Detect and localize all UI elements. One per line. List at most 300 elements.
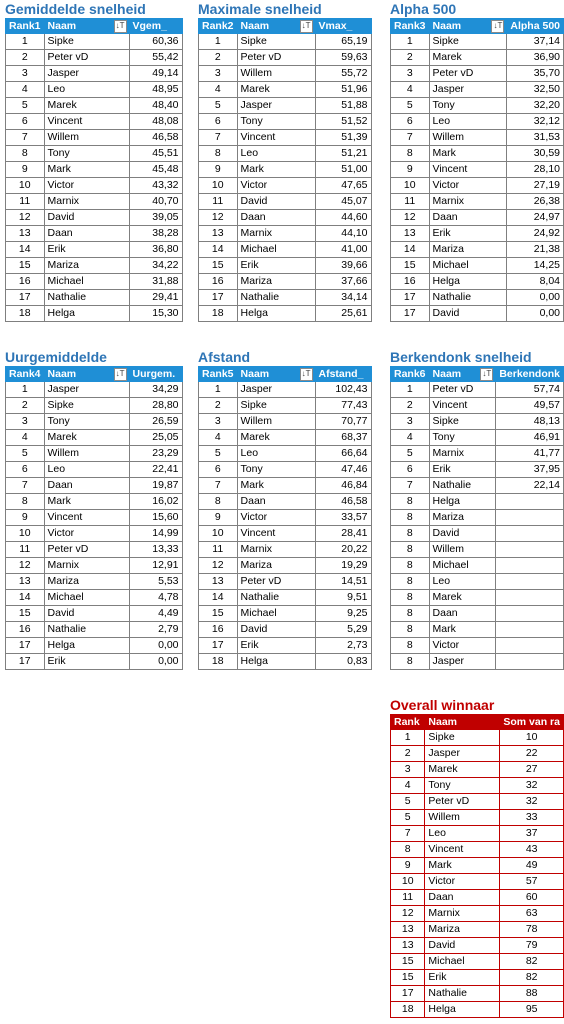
rank-cell: 17 xyxy=(391,986,425,1002)
table-row xyxy=(391,258,564,274)
name-cell: Mark xyxy=(44,162,129,178)
name-cell: David xyxy=(425,938,500,954)
table-row xyxy=(391,906,564,922)
header-naam[interactable]: Naam ↓T xyxy=(429,367,496,382)
ranking-table xyxy=(5,366,183,670)
rank-cell: 4 xyxy=(199,430,238,446)
name-cell: Marek xyxy=(425,762,500,778)
value-cell: 9,51 xyxy=(315,590,371,606)
table-row xyxy=(391,590,564,606)
name-cell: Tony xyxy=(237,114,315,130)
rank-cell: 8 xyxy=(391,526,430,542)
rank-cell: 1 xyxy=(6,382,45,398)
rank-cell: 8 xyxy=(391,842,425,858)
rank-cell: 9 xyxy=(391,162,430,178)
name-cell: Mariza xyxy=(429,242,507,258)
name-cell: Marek xyxy=(429,590,496,606)
value-cell: 27,19 xyxy=(507,178,564,194)
name-cell: Erik xyxy=(429,226,507,242)
filter-sort-icon[interactable]: ↓T xyxy=(491,20,504,33)
name-cell: Peter vD xyxy=(44,542,129,558)
header-rank: Rank4 xyxy=(6,367,45,382)
rank-cell: 8 xyxy=(199,494,238,510)
rank-cell: 3 xyxy=(6,414,45,430)
header-value: Vgem_ xyxy=(129,19,182,34)
value-cell: 14,25 xyxy=(507,258,564,274)
name-cell: Vincent xyxy=(237,526,315,542)
table-row xyxy=(6,398,183,414)
value-cell: 4,78 xyxy=(129,590,182,606)
rank-cell: 11 xyxy=(6,542,45,558)
value-cell: 40,70 xyxy=(129,194,182,210)
name-cell: Vincent xyxy=(429,398,496,414)
table-row xyxy=(391,622,564,638)
rank-cell: 17 xyxy=(6,654,45,670)
table-row xyxy=(199,574,372,590)
name-cell: Helga xyxy=(44,306,129,322)
table-row xyxy=(391,730,564,746)
rank-cell: 16 xyxy=(199,274,238,290)
table-row xyxy=(6,590,183,606)
name-cell: Erik xyxy=(44,654,129,670)
rank-cell: 10 xyxy=(6,526,45,542)
filter-sort-icon[interactable]: ↓T xyxy=(300,20,313,33)
table-row xyxy=(391,858,564,874)
table-row xyxy=(391,574,564,590)
value-cell: 19,29 xyxy=(315,558,371,574)
rank-cell: 5 xyxy=(199,98,238,114)
rank-cell: 3 xyxy=(199,66,238,82)
header-naam[interactable]: Naam ↓T xyxy=(44,367,129,382)
header-naam[interactable]: Naam ↓T xyxy=(237,367,315,382)
table-row xyxy=(6,638,183,654)
value-cell: 16,02 xyxy=(129,494,182,510)
name-cell: Willem xyxy=(429,130,507,146)
value-cell: 2,79 xyxy=(129,622,182,638)
value-cell xyxy=(496,494,564,510)
value-cell xyxy=(496,654,564,670)
name-cell: Marek xyxy=(237,430,315,446)
rank-cell: 2 xyxy=(199,50,238,66)
rank-cell: 2 xyxy=(391,746,425,762)
value-cell: 4,49 xyxy=(129,606,182,622)
value-cell: 32 xyxy=(500,794,564,810)
name-cell: Daan xyxy=(237,494,315,510)
value-cell: 46,58 xyxy=(315,494,371,510)
name-cell: Jasper xyxy=(429,82,507,98)
name-cell: Daan xyxy=(44,478,129,494)
name-cell: Willem xyxy=(237,66,315,82)
rank-cell: 7 xyxy=(391,130,430,146)
table-row xyxy=(391,210,564,226)
table-row xyxy=(199,66,372,82)
value-cell: 65,19 xyxy=(315,34,371,50)
table-row xyxy=(391,382,564,398)
value-cell xyxy=(496,638,564,654)
ranking-table xyxy=(390,714,564,1018)
value-cell: 26,38 xyxy=(507,194,564,210)
rank-cell: 4 xyxy=(391,430,430,446)
name-cell: Leo xyxy=(429,114,507,130)
rank-cell: 1 xyxy=(199,382,238,398)
value-cell: 33,57 xyxy=(315,510,371,526)
name-cell: Jasper xyxy=(425,746,500,762)
rank-cell: 4 xyxy=(391,82,430,98)
header-naam[interactable]: Naam ↓T xyxy=(44,19,129,34)
name-cell: Victor xyxy=(429,178,507,194)
header-naam[interactable]: Naam ↓T xyxy=(237,19,315,34)
ranking-table xyxy=(5,18,183,322)
value-cell: 41,77 xyxy=(496,446,564,462)
name-cell: Vincent xyxy=(237,130,315,146)
value-cell: 36,80 xyxy=(129,242,182,258)
rank-cell: 5 xyxy=(391,794,425,810)
table-row xyxy=(391,414,564,430)
value-cell: 82 xyxy=(500,954,564,970)
name-cell: David xyxy=(429,526,496,542)
name-cell: Daan xyxy=(429,210,507,226)
name-cell: Nathalie xyxy=(429,478,496,494)
value-cell: 37,95 xyxy=(496,462,564,478)
table-row xyxy=(391,970,564,986)
value-cell: 66,64 xyxy=(315,446,371,462)
rank-cell: 11 xyxy=(199,194,238,210)
rank-cell: 12 xyxy=(199,210,238,226)
table-row xyxy=(391,114,564,130)
name-cell: Marnix xyxy=(44,194,129,210)
rank-cell: 10 xyxy=(199,178,238,194)
value-cell: 48,95 xyxy=(129,82,182,98)
value-cell: 51,52 xyxy=(315,114,371,130)
name-cell: Willem xyxy=(44,130,129,146)
name-cell: Helga xyxy=(44,638,129,654)
filter-sort-icon[interactable]: ↓T xyxy=(480,368,493,381)
table-row xyxy=(6,210,183,226)
name-cell: Michael xyxy=(44,590,129,606)
table-row xyxy=(391,954,564,970)
rank-cell: 6 xyxy=(391,114,430,130)
table-row xyxy=(6,430,183,446)
name-cell: Michael xyxy=(237,606,315,622)
name-cell: Daan xyxy=(429,606,496,622)
rank-cell: 6 xyxy=(391,462,430,478)
value-cell: 38,28 xyxy=(129,226,182,242)
name-cell: Peter vD xyxy=(429,382,496,398)
rank-cell: 11 xyxy=(391,890,425,906)
name-cell: David xyxy=(429,306,507,322)
rank-cell: 5 xyxy=(391,98,430,114)
rank-cell: 8 xyxy=(391,590,430,606)
rank-cell: 9 xyxy=(391,858,425,874)
rank-cell: 8 xyxy=(391,622,430,638)
table-row xyxy=(6,382,183,398)
table-title: Afstand xyxy=(198,349,251,365)
rank-cell: 3 xyxy=(391,762,425,778)
header-naam: Naam xyxy=(425,715,500,730)
value-cell: 32 xyxy=(500,778,564,794)
value-cell: 0,00 xyxy=(507,306,564,322)
rank-cell: 2 xyxy=(6,50,45,66)
table-row xyxy=(391,938,564,954)
rank-cell: 11 xyxy=(391,194,430,210)
value-cell: 15,60 xyxy=(129,510,182,526)
table-row xyxy=(199,558,372,574)
table-row xyxy=(391,762,564,778)
rank-cell: 3 xyxy=(199,414,238,430)
header-rank: Rank5 xyxy=(199,367,238,382)
value-cell: 41,00 xyxy=(315,242,371,258)
name-cell: Tony xyxy=(44,146,129,162)
table-row xyxy=(6,178,183,194)
table-row xyxy=(391,890,564,906)
table-row xyxy=(199,494,372,510)
table-row xyxy=(391,526,564,542)
value-cell: 0,00 xyxy=(507,290,564,306)
rank-cell: 16 xyxy=(6,274,45,290)
name-cell: Michael xyxy=(425,954,500,970)
filter-sort-icon[interactable]: ↓T xyxy=(300,368,313,381)
table-row xyxy=(391,922,564,938)
name-cell: Vincent xyxy=(429,162,507,178)
rank-cell: 8 xyxy=(391,574,430,590)
table-block-afstand xyxy=(198,348,372,670)
value-cell: 49 xyxy=(500,858,564,874)
table-row xyxy=(391,654,564,670)
value-cell: 24,97 xyxy=(507,210,564,226)
table-body xyxy=(391,34,564,322)
rank-cell: 11 xyxy=(199,542,238,558)
header-naam[interactable]: Naam ↓T xyxy=(429,19,507,34)
rank-cell: 13 xyxy=(6,226,45,242)
filter-sort-icon[interactable]: ↓T xyxy=(114,20,127,33)
name-cell: Willem xyxy=(425,810,500,826)
table-row xyxy=(199,146,372,162)
name-cell: Sipke xyxy=(429,34,507,50)
value-cell: 46,91 xyxy=(496,430,564,446)
table-row xyxy=(6,306,183,322)
value-cell: 63 xyxy=(500,906,564,922)
name-cell: Leo xyxy=(429,574,496,590)
value-cell: 55,42 xyxy=(129,50,182,66)
rank-cell: 6 xyxy=(6,462,45,478)
header-value: Vmax_ xyxy=(315,19,371,34)
ranking-table xyxy=(198,18,372,322)
rank-cell: 8 xyxy=(391,494,430,510)
name-cell: Erik xyxy=(44,242,129,258)
value-cell xyxy=(496,510,564,526)
value-cell: 60 xyxy=(500,890,564,906)
value-cell: 95 xyxy=(500,1002,564,1018)
table-row xyxy=(391,638,564,654)
value-cell xyxy=(496,574,564,590)
table-row xyxy=(6,242,183,258)
rank-cell: 12 xyxy=(6,210,45,226)
table-row xyxy=(391,462,564,478)
value-cell: 34,29 xyxy=(129,382,182,398)
value-cell: 28,41 xyxy=(315,526,371,542)
table-row xyxy=(6,654,183,670)
table-title: Maximale snelheid xyxy=(198,1,322,17)
value-cell xyxy=(496,622,564,638)
value-cell: 8,04 xyxy=(507,274,564,290)
value-cell: 36,90 xyxy=(507,50,564,66)
table-row xyxy=(391,194,564,210)
value-cell: 44,60 xyxy=(315,210,371,226)
value-cell: 14,51 xyxy=(315,574,371,590)
value-cell: 33 xyxy=(500,810,564,826)
table-block-berkendonk xyxy=(390,348,564,670)
value-cell xyxy=(496,606,564,622)
name-cell: Marnix xyxy=(429,446,496,462)
rank-cell: 17 xyxy=(199,290,238,306)
table-row xyxy=(391,226,564,242)
table-row xyxy=(199,130,372,146)
name-cell: Helga xyxy=(425,1002,500,1018)
table-row xyxy=(6,526,183,542)
name-cell: Tony xyxy=(429,430,496,446)
table-row xyxy=(199,510,372,526)
header-value: Alpha 500 xyxy=(507,19,564,34)
name-cell: Vincent xyxy=(44,510,129,526)
rank-cell: 15 xyxy=(6,606,45,622)
header-value: Afstand_ xyxy=(315,367,371,382)
table-body xyxy=(6,382,183,670)
rank-cell: 15 xyxy=(6,258,45,274)
table-row xyxy=(391,810,564,826)
table-row xyxy=(199,622,372,638)
name-cell: Helga xyxy=(429,274,507,290)
name-cell: Mariza xyxy=(237,274,315,290)
table-row xyxy=(199,226,372,242)
rank-cell: 15 xyxy=(199,606,238,622)
filter-sort-icon[interactable]: ↓T xyxy=(114,368,127,381)
name-cell: Mark xyxy=(429,146,507,162)
name-cell: David xyxy=(44,210,129,226)
value-cell: 60,36 xyxy=(129,34,182,50)
table-row xyxy=(199,382,372,398)
name-cell: Jasper xyxy=(44,66,129,82)
name-cell: Willem xyxy=(44,446,129,462)
table-row xyxy=(391,398,564,414)
value-cell: 68,37 xyxy=(315,430,371,446)
rank-cell: 3 xyxy=(391,414,430,430)
header-rank: Rank6 xyxy=(391,367,430,382)
table-row xyxy=(391,874,564,890)
rank-cell: 8 xyxy=(199,146,238,162)
value-cell xyxy=(496,590,564,606)
table-row xyxy=(199,462,372,478)
header-value: Berkendonk xyxy=(496,367,564,382)
name-cell: Peter vD xyxy=(429,66,507,82)
table-row xyxy=(391,162,564,178)
table-row xyxy=(391,826,564,842)
name-cell: Willem xyxy=(429,542,496,558)
rank-cell: 8 xyxy=(391,654,430,670)
table-row xyxy=(391,178,564,194)
value-cell: 28,10 xyxy=(507,162,564,178)
table-row xyxy=(391,446,564,462)
table-row xyxy=(391,558,564,574)
name-cell: Marnix xyxy=(237,226,315,242)
table-row xyxy=(391,82,564,98)
table-row xyxy=(391,986,564,1002)
value-cell: 45,51 xyxy=(129,146,182,162)
value-cell: 37 xyxy=(500,826,564,842)
value-cell: 82 xyxy=(500,970,564,986)
value-cell: 51,88 xyxy=(315,98,371,114)
value-cell xyxy=(496,542,564,558)
value-cell: 30,59 xyxy=(507,146,564,162)
name-cell: Tony xyxy=(425,778,500,794)
rank-cell: 14 xyxy=(6,590,45,606)
ranking-table xyxy=(390,18,564,322)
name-cell: Mark xyxy=(237,478,315,494)
rank-cell: 12 xyxy=(391,906,425,922)
value-cell: 35,70 xyxy=(507,66,564,82)
rank-cell: 12 xyxy=(6,558,45,574)
name-cell: Victor xyxy=(429,638,496,654)
name-cell: Nathalie xyxy=(237,290,315,306)
name-cell: Jasper xyxy=(237,98,315,114)
table-block-gemiddelde xyxy=(5,0,183,322)
header-value: Uurgem. xyxy=(129,367,182,382)
name-cell: Michael xyxy=(429,558,496,574)
value-cell: 37,14 xyxy=(507,34,564,50)
table-row xyxy=(199,258,372,274)
rank-cell: 3 xyxy=(391,66,430,82)
value-cell: 31,53 xyxy=(507,130,564,146)
value-cell: 34,14 xyxy=(315,290,371,306)
value-cell: 78 xyxy=(500,922,564,938)
value-cell: 47,46 xyxy=(315,462,371,478)
name-cell: Mark xyxy=(237,162,315,178)
value-cell: 51,00 xyxy=(315,162,371,178)
rank-cell: 12 xyxy=(391,210,430,226)
name-cell: David xyxy=(237,622,315,638)
rank-cell: 9 xyxy=(6,510,45,526)
rank-cell: 1 xyxy=(391,730,425,746)
value-cell: 32,12 xyxy=(507,114,564,130)
value-cell: 21,38 xyxy=(507,242,564,258)
table-row xyxy=(391,306,564,322)
rank-cell: 15 xyxy=(391,258,430,274)
value-cell: 44,10 xyxy=(315,226,371,242)
rank-cell: 17 xyxy=(6,638,45,654)
table-row xyxy=(6,462,183,478)
name-cell: Helga xyxy=(237,306,315,322)
rank-cell: 14 xyxy=(199,590,238,606)
value-cell: 22,14 xyxy=(496,478,564,494)
name-cell: Victor xyxy=(237,510,315,526)
rank-cell: 7 xyxy=(391,478,430,494)
rank-cell: 1 xyxy=(199,34,238,50)
table-row xyxy=(199,290,372,306)
value-cell: 57,74 xyxy=(496,382,564,398)
name-cell: Erik xyxy=(237,258,315,274)
value-cell: 51,96 xyxy=(315,82,371,98)
name-cell: Marek xyxy=(237,82,315,98)
name-cell: Mariza xyxy=(429,510,496,526)
table-block-overall xyxy=(390,696,564,1018)
rank-cell: 13 xyxy=(6,574,45,590)
rank-cell: 4 xyxy=(6,82,45,98)
rank-cell: 13 xyxy=(199,226,238,242)
name-cell: Sipke xyxy=(237,398,315,414)
name-cell: Sipke xyxy=(429,414,496,430)
table-title: Gemiddelde snelheid xyxy=(5,1,146,17)
table-row xyxy=(391,98,564,114)
ranking-table xyxy=(390,366,564,670)
